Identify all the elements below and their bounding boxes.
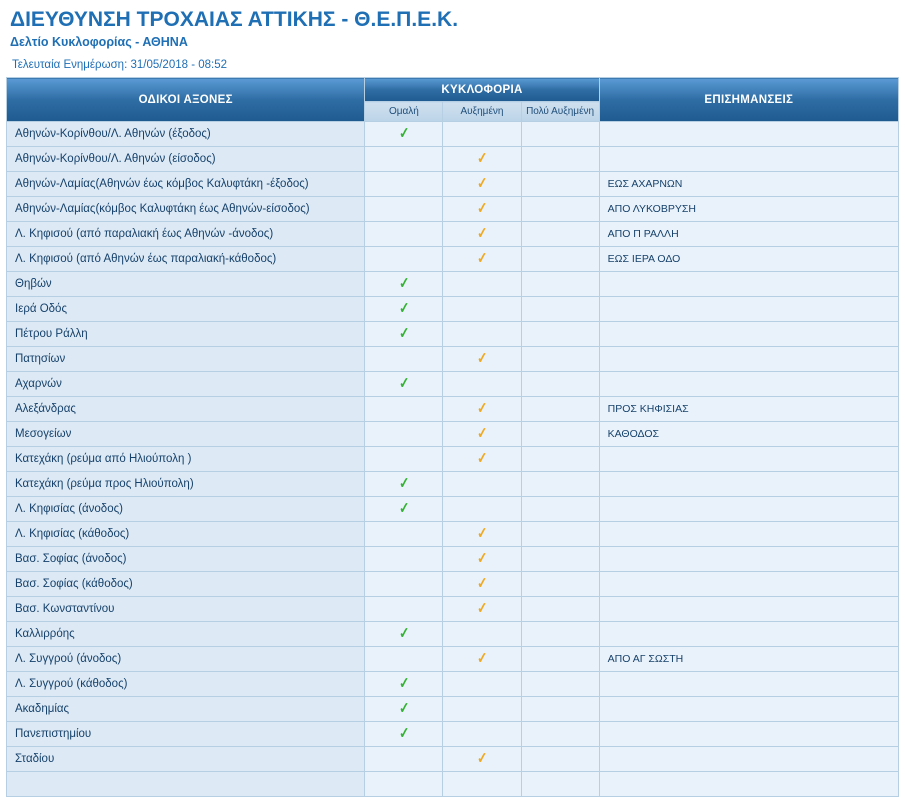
cell-state-increased <box>443 722 521 747</box>
check-orange-icon: ✓ <box>476 174 488 193</box>
cell-state-very-increased <box>521 622 599 647</box>
traffic-table <box>6 77 899 797</box>
check-green-icon: ✓ <box>398 724 410 743</box>
check-green-icon: ✓ <box>398 324 410 343</box>
cell-state-smooth <box>365 422 443 447</box>
cell-state-smooth <box>365 272 443 297</box>
cell-state-smooth <box>365 322 443 347</box>
header-row-main <box>7 78 899 102</box>
cell-state-increased <box>443 247 521 272</box>
cell-note: ΑΠΟ ΑΓ ΣΩΣΤΗ <box>599 647 898 672</box>
cell-state-very-increased <box>521 372 599 397</box>
cell-state-very-increased <box>521 397 599 422</box>
cell-axis-name: Λ. Κηφισού (από Αθηνών έως παραλιακή-κάθοδος) <box>7 247 365 272</box>
table-row <box>7 547 899 572</box>
cell-note <box>599 672 898 697</box>
cell-axis-name: Λ. Κηφισίας (κάθοδος) <box>7 522 365 547</box>
cell-state-smooth <box>365 397 443 422</box>
cell-state-smooth <box>365 197 443 222</box>
cell-state-smooth <box>365 497 443 522</box>
cell-state-smooth <box>365 147 443 172</box>
cell-state-smooth <box>365 447 443 472</box>
cell-state-very-increased <box>521 222 599 247</box>
cell-state-increased <box>443 647 521 672</box>
cell-state-smooth <box>365 622 443 647</box>
cell-axis-name: Λ. Συγγρού (άνοδος) <box>7 647 365 672</box>
cell-state-increased <box>443 772 521 797</box>
check-orange-icon: ✓ <box>476 199 488 218</box>
cell-state-increased <box>443 447 521 472</box>
cell-state-very-increased <box>521 297 599 322</box>
cell-state-increased <box>443 147 521 172</box>
cell-state-increased <box>443 322 521 347</box>
cell-state-smooth <box>365 722 443 747</box>
check-orange-icon: ✓ <box>476 524 488 543</box>
cell-state-very-increased <box>521 322 599 347</box>
check-orange-icon: ✓ <box>476 149 488 168</box>
cell-axis-name: Αθηνών-Λαμίας(κόμβος Καλυφτάκη έως Αθηνών-είσοδος) <box>7 197 365 222</box>
cell-axis-name: Αχαρνών <box>7 372 365 397</box>
table-row <box>7 247 899 272</box>
check-orange-icon: ✓ <box>476 399 488 418</box>
cell-note <box>599 347 898 372</box>
cell-note <box>599 497 898 522</box>
cell-axis-name: Καλλιρρόης <box>7 622 365 647</box>
cell-state-very-increased <box>521 447 599 472</box>
cell-axis-name: Βασ. Σοφίας (κάθοδος) <box>7 572 365 597</box>
cell-state-very-increased <box>521 672 599 697</box>
check-green-icon: ✓ <box>398 374 410 393</box>
table-row <box>7 697 899 722</box>
table-row <box>7 597 899 622</box>
cell-note <box>599 372 898 397</box>
cell-state-smooth <box>365 672 443 697</box>
cell-axis-name: Λ. Συγγρού (κάθοδος) <box>7 672 365 697</box>
cell-state-increased <box>443 397 521 422</box>
cell-state-smooth <box>365 172 443 197</box>
check-orange-icon: ✓ <box>476 349 488 368</box>
cell-state-very-increased <box>521 522 599 547</box>
cell-axis-name: Πατησίων <box>7 347 365 372</box>
cell-note <box>599 547 898 572</box>
cell-axis-name: Λ. Κηφισίας (άνοδος) <box>7 497 365 522</box>
check-orange-icon: ✓ <box>476 449 488 468</box>
cell-state-smooth <box>365 697 443 722</box>
cell-state-smooth <box>365 472 443 497</box>
cell-state-very-increased <box>521 172 599 197</box>
check-green-icon: ✓ <box>398 499 410 518</box>
cell-state-increased <box>443 747 521 772</box>
cell-state-smooth <box>365 547 443 572</box>
cell-state-increased <box>443 697 521 722</box>
table-row <box>7 147 899 172</box>
cell-axis-name: Πέτρου Ράλλη <box>7 322 365 347</box>
cell-state-increased <box>443 497 521 522</box>
cell-state-very-increased <box>521 422 599 447</box>
table-body <box>7 122 899 797</box>
cell-state-very-increased <box>521 272 599 297</box>
cell-state-increased <box>443 422 521 447</box>
cell-note <box>599 272 898 297</box>
cell-note <box>599 322 898 347</box>
table-row <box>7 747 899 772</box>
table-row <box>7 222 899 247</box>
cell-axis-name: Ακαδημίας <box>7 697 365 722</box>
table-row <box>7 172 899 197</box>
cell-axis-name: Αθηνών-Λαμίας(Αθηνών έως κόμβος Καλυφτάκη -έξοδος) <box>7 172 365 197</box>
check-green-icon: ✓ <box>398 299 410 318</box>
table-row <box>7 572 899 597</box>
cell-state-very-increased <box>521 347 599 372</box>
cell-state-very-increased <box>521 772 599 797</box>
cell-state-increased <box>443 222 521 247</box>
column-header-traffic-group: ΚΥΚΛΟΦΟΡΙΑ <box>365 78 599 102</box>
cell-note <box>599 572 898 597</box>
cell-note <box>599 622 898 647</box>
cell-note: ΕΩΣ ΙΕΡΑ ΟΔΟ <box>599 247 898 272</box>
cell-state-increased <box>443 122 521 147</box>
cell-state-increased <box>443 297 521 322</box>
cell-axis-name <box>7 772 365 797</box>
cell-axis-name: Βασ. Κωνσταντίνου <box>7 597 365 622</box>
column-header-increased: Αυξημένη <box>443 102 521 122</box>
cell-note: ΑΠΟ Π ΡΑΛΛΗ <box>599 222 898 247</box>
cell-state-increased <box>443 597 521 622</box>
column-header-very-increased: Πολύ Αυξημένη <box>521 102 599 122</box>
check-green-icon: ✓ <box>398 124 410 143</box>
check-orange-icon: ✓ <box>476 749 488 768</box>
column-header-notes: ΕΠΙΣΗΜΑΝΣΕΙΣ <box>599 78 898 122</box>
cell-axis-name: Θηβών <box>7 272 365 297</box>
table-row <box>7 447 899 472</box>
cell-state-very-increased <box>521 547 599 572</box>
column-header-axis: ΟΔΙΚΟΙ ΑΞΟΝΕΣ <box>7 78 365 122</box>
cell-state-smooth <box>365 522 443 547</box>
cell-note: ΑΠΟ ΛΥΚΟΒΡΥΣΗ <box>599 197 898 222</box>
cell-state-increased <box>443 472 521 497</box>
cell-state-smooth <box>365 247 443 272</box>
cell-state-smooth <box>365 122 443 147</box>
check-green-icon: ✓ <box>398 674 410 693</box>
table-row <box>7 322 899 347</box>
cell-note <box>599 122 898 147</box>
cell-state-very-increased <box>521 697 599 722</box>
cell-note <box>599 472 898 497</box>
cell-state-very-increased <box>521 647 599 672</box>
check-green-icon: ✓ <box>398 699 410 718</box>
cell-axis-name: Βασ. Σοφίας (άνοδος) <box>7 547 365 572</box>
cell-state-smooth <box>365 647 443 672</box>
cell-state-very-increased <box>521 747 599 772</box>
table-row <box>7 122 899 147</box>
check-orange-icon: ✓ <box>476 649 488 668</box>
last-update-text: Τελευταία Ενημέρωση: 31/05/2018 - 08:52 <box>12 59 228 72</box>
check-orange-icon: ✓ <box>476 249 488 268</box>
column-header-smooth: Ομαλή <box>365 102 443 122</box>
cell-state-increased <box>443 572 521 597</box>
cell-axis-name: Αθηνών-Κορίνθου/Λ. Αθηνών (έξοδος) <box>7 122 365 147</box>
cell-axis-name: Αλεξάνδρας <box>7 397 365 422</box>
check-green-icon: ✓ <box>398 624 410 643</box>
check-orange-icon: ✓ <box>476 599 488 618</box>
cell-state-smooth <box>365 297 443 322</box>
check-green-icon: ✓ <box>398 274 410 293</box>
table-row <box>7 272 899 297</box>
cell-state-very-increased <box>521 472 599 497</box>
cell-note <box>599 147 898 172</box>
cell-note <box>599 447 898 472</box>
table-row <box>7 722 899 747</box>
cell-state-smooth <box>365 372 443 397</box>
cell-state-smooth <box>365 572 443 597</box>
cell-note <box>599 772 898 797</box>
cell-state-very-increased <box>521 197 599 222</box>
cell-state-smooth <box>365 772 443 797</box>
check-orange-icon: ✓ <box>476 224 488 243</box>
cell-state-smooth <box>365 347 443 372</box>
cell-axis-name: Λ. Κηφισού (από παραλιακή έως Αθηνών -άνοδος) <box>7 222 365 247</box>
table-row <box>7 347 899 372</box>
table-row <box>7 297 899 322</box>
cell-state-very-increased <box>521 572 599 597</box>
table-row <box>7 522 899 547</box>
table-row <box>7 622 899 647</box>
cell-axis-name: Πανεπιστημίου <box>7 722 365 747</box>
cell-state-smooth <box>365 597 443 622</box>
cell-state-increased <box>443 172 521 197</box>
cell-state-increased <box>443 197 521 222</box>
table-row <box>7 197 899 222</box>
cell-axis-name: Σταδίου <box>7 747 365 772</box>
table-row <box>7 672 899 697</box>
cell-state-increased <box>443 272 521 297</box>
cell-note <box>599 522 898 547</box>
cell-state-increased <box>443 347 521 372</box>
table-header <box>7 78 899 122</box>
cell-state-very-increased <box>521 497 599 522</box>
cell-state-increased <box>443 372 521 397</box>
cell-state-increased <box>443 522 521 547</box>
check-orange-icon: ✓ <box>476 549 488 568</box>
check-green-icon: ✓ <box>398 474 410 493</box>
table-row <box>7 422 899 447</box>
table-row <box>7 397 899 422</box>
cell-state-very-increased <box>521 597 599 622</box>
cell-note <box>599 747 898 772</box>
cell-axis-name: Μεσογείων <box>7 422 365 447</box>
table-row <box>7 647 899 672</box>
cell-state-increased <box>443 622 521 647</box>
check-orange-icon: ✓ <box>476 574 488 593</box>
table-row <box>7 772 899 797</box>
page-subtitle: Δελτίο Κυκλοφορίας - ΑΘΗΝΑ <box>10 35 188 50</box>
cell-axis-name: Αθηνών-Κορίνθου/Λ. Αθηνών (είσοδος) <box>7 147 365 172</box>
cell-note <box>599 722 898 747</box>
cell-state-increased <box>443 547 521 572</box>
page-header <box>0 0 905 71</box>
cell-state-increased <box>443 672 521 697</box>
cell-state-very-increased <box>521 247 599 272</box>
cell-axis-name: Κατεχάκη (ρεύμα προς Ηλιούπολη) <box>7 472 365 497</box>
cell-note: ΚΑΘΟΔΟΣ <box>599 422 898 447</box>
cell-note: ΠΡΟΣ ΚΗΦΙΣΙΑΣ <box>599 397 898 422</box>
table-row <box>7 472 899 497</box>
table-row <box>7 372 899 397</box>
cell-state-very-increased <box>521 122 599 147</box>
page-title: ΔΙΕΥΘΥΝΣΗ ΤΡΟΧΑΙΑΣ ΑΤΤΙΚΗΣ - Θ.Ε.Π.Ε.Κ. <box>10 8 459 31</box>
table-row <box>7 497 899 522</box>
check-orange-icon: ✓ <box>476 424 488 443</box>
cell-axis-name: Ιερά Οδός <box>7 297 365 322</box>
cell-state-very-increased <box>521 722 599 747</box>
cell-axis-name: Κατεχάκη (ρεύμα από Ηλιούπολη ) <box>7 447 365 472</box>
cell-note <box>599 297 898 322</box>
cell-note: ΕΩΣ ΑΧΑΡΝΩΝ <box>599 172 898 197</box>
cell-note <box>599 697 898 722</box>
cell-state-smooth <box>365 222 443 247</box>
cell-state-very-increased <box>521 147 599 172</box>
cell-note <box>599 597 898 622</box>
cell-state-smooth <box>365 747 443 772</box>
